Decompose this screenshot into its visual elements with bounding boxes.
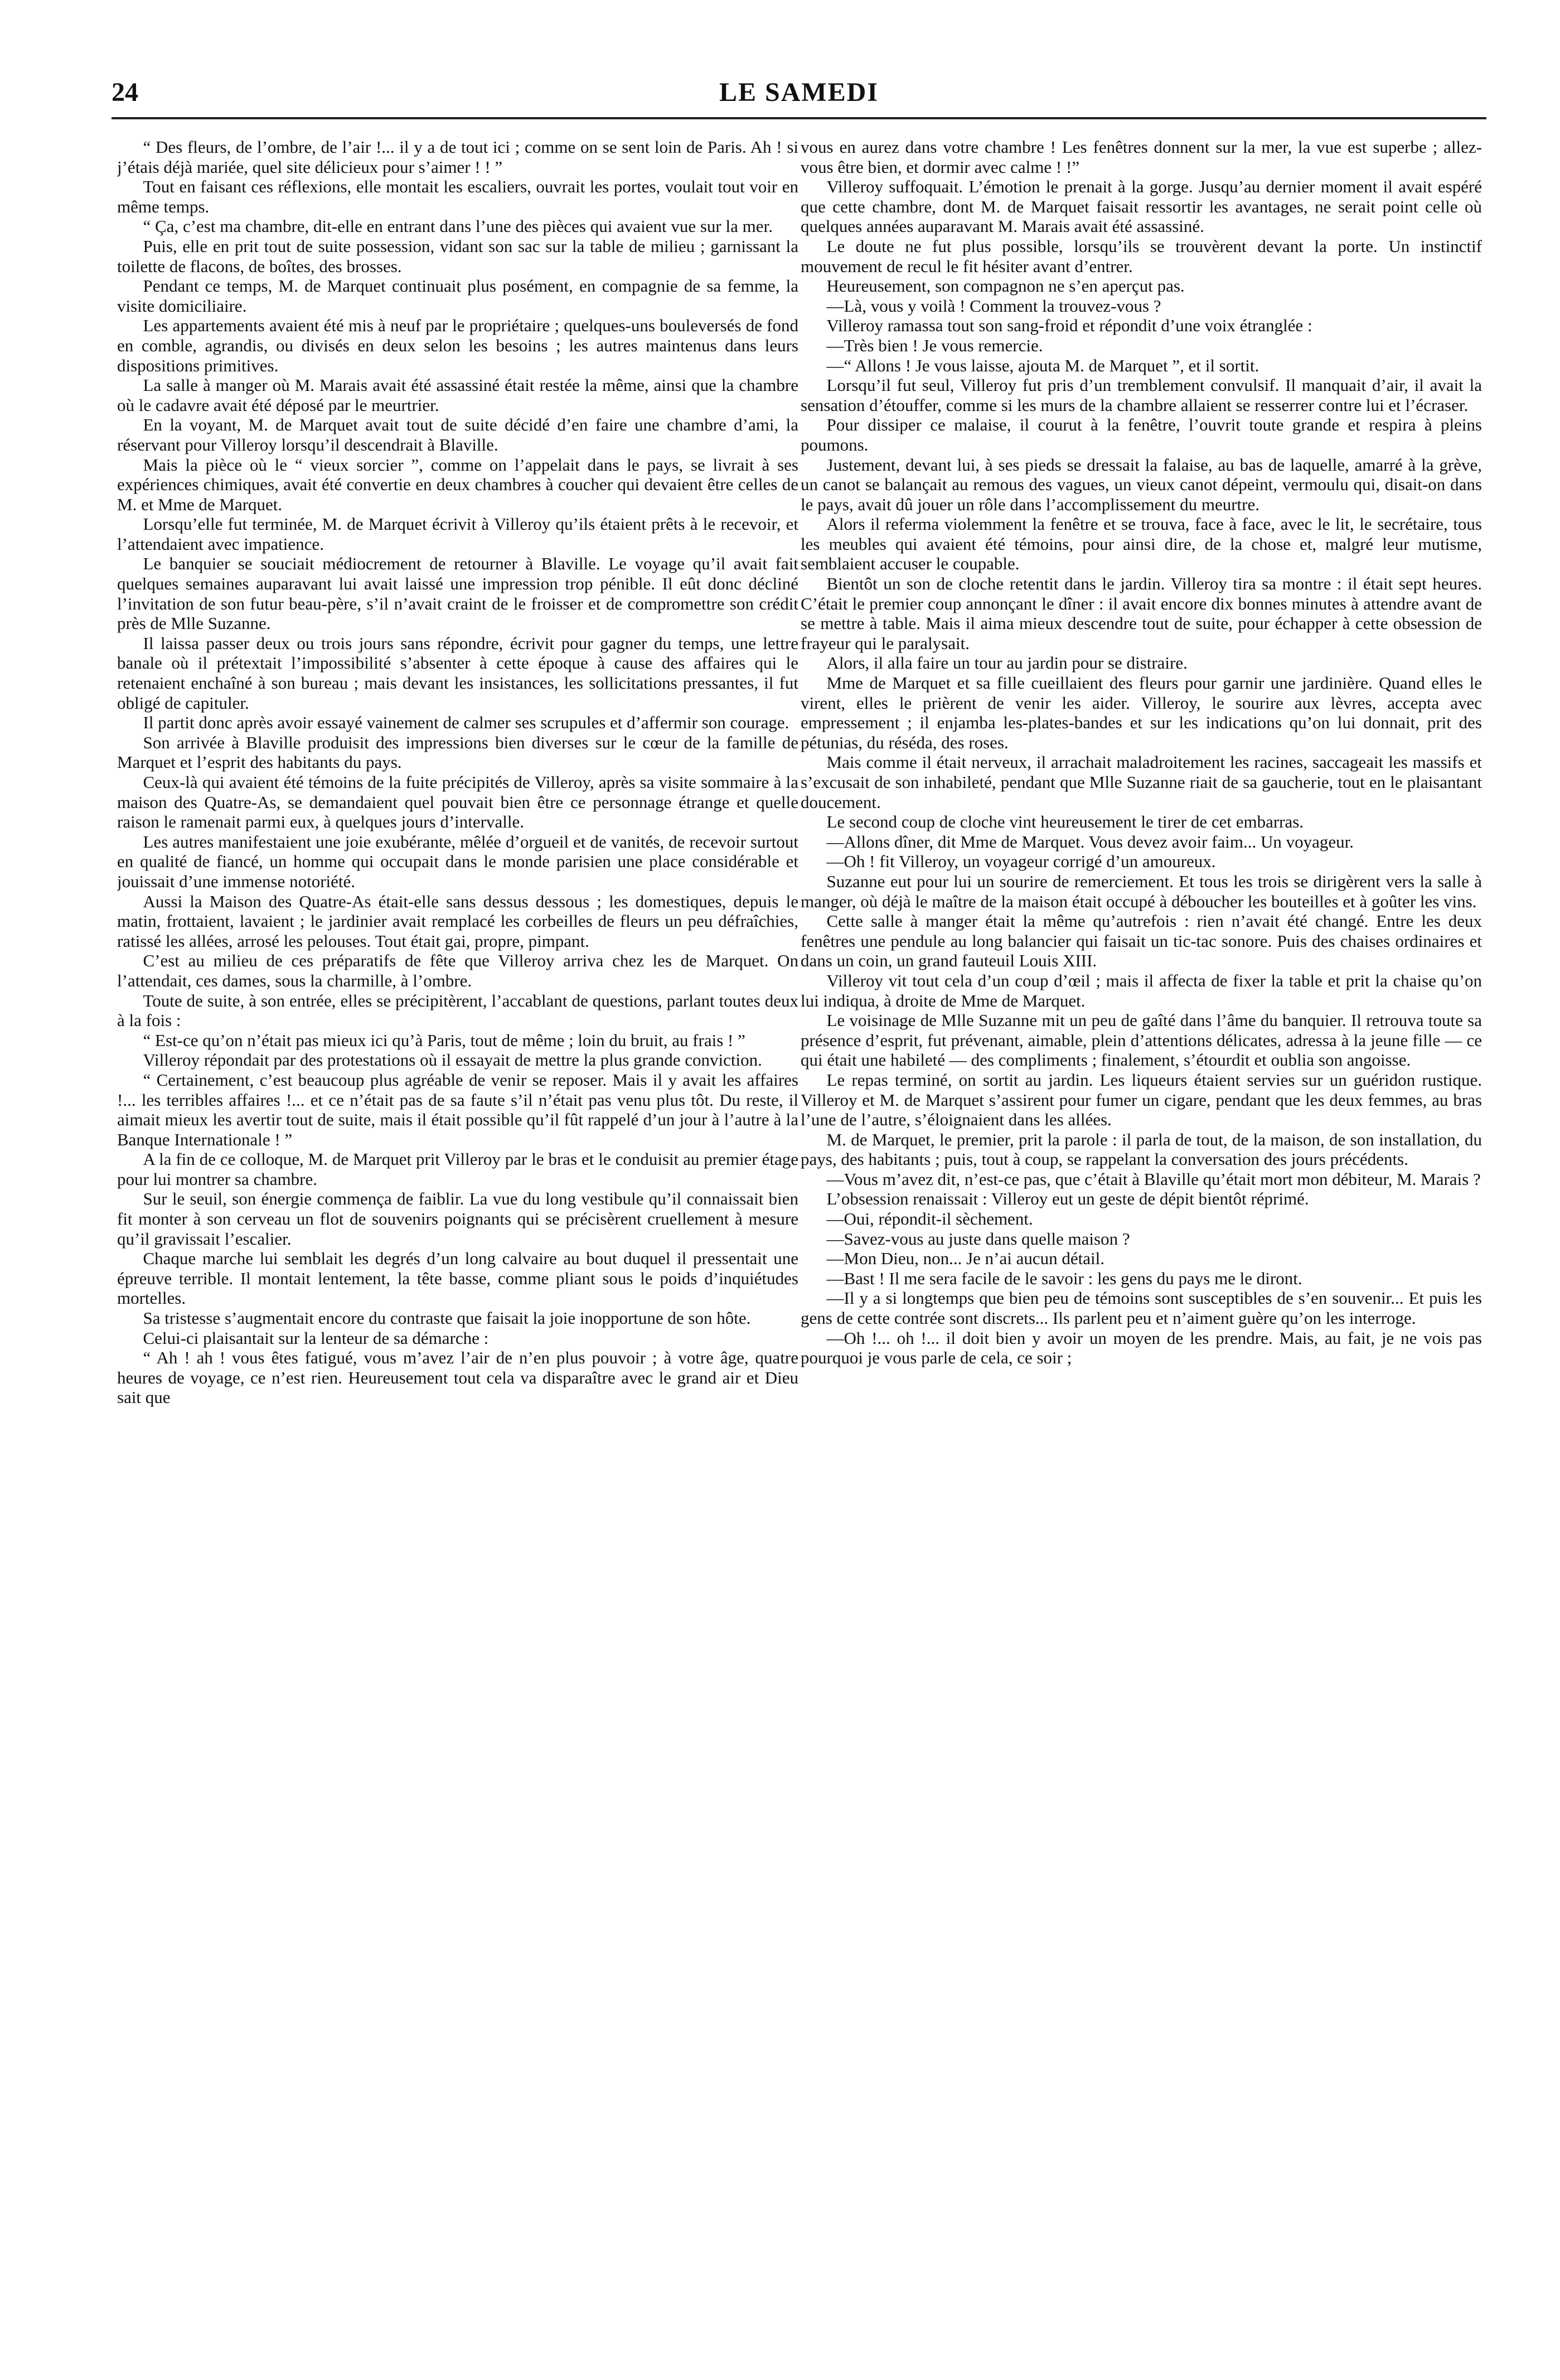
paragraph: “ Certainement, c’est beaucoup plus agréable de venir se reposer. Mais il y avait les affaires !... les terribles affaires !... et ce n’était pas de sa faute s’il n’était pas venu plus tôt. Du reste, il aimait mieux les avertir tout de suite, mais il était possible qu’il fût rappelé d’un jour à l’autre à la Banque Internationale ! ” (117, 1070, 798, 1149)
text-column-right (801, 137, 1482, 2345)
paragraph: Villeroy répondait par des protestations où il essayait de mettre la plus grande conviction. (143, 1050, 762, 1070)
paragraph: Il partit donc après avoir essayé vainement de calmer ses scrupules et d’affermir son courage. (143, 713, 789, 733)
paragraph: Son arrivée à Blaville produisit des impressions bien diverses sur le cœur de la famille de Marquet et l’esprit des habitants du pays. (117, 732, 798, 772)
page-number: 24 (112, 78, 138, 107)
paragraph: “ Ah ! ah ! vous êtes fatigué, vous m’avez l’air de n’en plus pouvoir ; à votre âge, quatre heures de voyage, ce n’est rien. Heureusement tout cela va disparaître avec le grand air et Dieu sait que (117, 1348, 798, 1407)
paragraph: Les autres manifestaient une joie exubérante, mêlée d’orgueil et de vanités, de recevoir surtout en qualité de fiancé, un homme qui occupait dans le monde parisien une place considérable et jouissait d’une immense notoriété. (117, 831, 798, 891)
paragraph: Pendant ce temps, M. de Marquet continuait plus posément, en compagnie de sa femme, la visite domiciliaire. (117, 276, 798, 316)
paragraph: Villeroy ramassa tout son sang-froid et répondit d’une voix étranglée : (826, 316, 1312, 336)
paragraph: —Vous m’avez dit, n’est-ce pas, que c’était à Blaville qu’était mort mon débiteur, M. Marais ? (826, 1169, 1481, 1189)
paragraph: —Il y a si longtemps que bien peu de témoins sont susceptibles de s’en souvenir... Et puis les gens de cette contrée sont discrets... Ils parlent peu et n’aiment guère qu’on les interroge. (801, 1288, 1482, 1328)
paragraph: Aussi la Maison des Quatre-As était-elle sans dessus dessous ; les domestiques, depuis le matin, frottaient, lavaient ; le jardinier avait remplacé les corbeilles de fleurs un peu défraîchies, ratissé les allées, arrosé les pelouses. Tout était gai, propre, pimpant. (117, 891, 798, 951)
paragraph: Alors, il alla faire un tour au jardin pour se distraire. (826, 653, 1188, 673)
paragraph: Mais comme il était nerveux, il arrachait maladroitement les racines, saccageait les massifs et s’excusait de son inhabileté, pendant que Mlle Suzanne riait de sa gaucherie, tout en le plaisantant doucement. (801, 752, 1482, 812)
paragraph: —Oui, répondit-il sèchement. (826, 1209, 1033, 1229)
paragraph: Le voisinage de Mlle Suzanne mit un peu de gaîté dans l’âme du banquier. Il retrouva toute sa présence d’esprit, fut prévenant, aimable, plein d’attentions délicates, adressa à la jeune fille — ce qui était une habileté — des compliments ; finalement, s’étourdit et oublia son angoisse. (801, 1010, 1482, 1070)
paragraph: Villeroy vit tout cela d’un coup d’œil ; mais il affecta de fixer la table et prit la chaise qu’on lui indiqua, à droite de Mme de Marquet. (801, 970, 1482, 1010)
paragraph: C’est au milieu de ces préparatifs de fête que Villeroy arriva chez les de Marquet. On l’attendait, ces dames, sous la charmille, à l’ombre. (117, 951, 798, 990)
paragraph: vous en aurez dans votre chambre ! Les fenêtres donnent sur la mer, la vue est superbe ; allez-vous être bien, et dormir avec calme ! !” (801, 137, 1482, 177)
paragraph: —Là, vous y voilà ! Comment la trouvez-vous ? (826, 296, 1161, 316)
paragraph: Ceux-là qui avaient été témoins de la fuite précipités de Villeroy, après sa visite sommaire à la maison des Quatre-As, se demandaient quel pouvait bien être ce personnage étrange et quelle raison le ramenait parmi eux, à quelques jours d’intervalle. (117, 772, 798, 832)
paragraph: “ Ça, c’est ma chambre, dit-elle en entrant dans l’une des pièces qui avaient vue sur la mer. (143, 216, 773, 236)
paragraph: Mme de Marquet et sa fille cueillaient des fleurs pour garnir une jardinière. Quand elles le virent, elles le prièrent de venir les aider. Villeroy, le sourire aux lèvres, accepta avec empressement ; il enjamba les-plates-bandes et sur les indications qu’on lui donnait, prit des pétunias, du réséda, des roses. (801, 673, 1482, 752)
paragraph: —Mon Dieu, non... Je n’ai aucun détail. (826, 1249, 1104, 1269)
paragraph: Lorsqu’il fut seul, Villeroy fut pris d’un tremblement convulsif. Il manquait d’air, il avait la sensation d’étouffer, comme si les murs de la chambre allaient se resserrer contre lui et l’écraser. (801, 375, 1482, 415)
paragraph: —Oh !... oh !... il doit bien y avoir un moyen de les prendre. Mais, au fait, je ne vois pas pourquoi je vous parle de cela, ce soir ; (801, 1328, 1482, 1368)
paragraph: Sa tristesse s’augmentait encore du contraste que faisait la joie inopportune de son hôte. (143, 1308, 751, 1328)
paragraph: Justement, devant lui, à ses pieds se dressait la falaise, au bas de laquelle, amarré à la grève, un canot se balançait au remous des vagues, un vieux canot dépeint, vermoulu qui, disait-on dans le pays, avait dû jouer un rôle dans l’accomplissement du meurtre. (801, 454, 1482, 514)
paragraph: Sur le seuil, son énergie commença de faiblir. La vue du long vestibule qu’il connaissait bien fit monter à son cerveau un flot de souvenirs poignants qui se précisèrent cruellement à mesure qu’il gravissait l’escalier. (117, 1189, 798, 1249)
paragraph: M. de Marquet, le premier, prit la parole : il parla de tout, de la maison, de son installation, du pays, des habitants ; puis, tout à coup, se rappelant la conversation des jours précédents. (801, 1129, 1482, 1169)
paragraph: Mais la pièce où le “ vieux sorcier ”, comme on l’appelait dans le pays, se livrait à ses expériences chimiques, avait été convertie en deux chambres à coucher qui devaient être celles de M. et Mme de Marquet. (117, 454, 798, 514)
paragraph: Les appartements avaient été mis à neuf par le propriétaire ; quelques-uns bouleversés de fond en comble, agrandis, ou divisés en deux selon les besoins ; les autres maintenus dans leurs dispositions primitives. (117, 316, 798, 375)
paragraph: La salle à manger où M. Marais avait été assassiné était restée la même, ainsi que la chambre où le cadavre avait été déposé par le meurtrier. (117, 375, 798, 415)
header-rule (112, 117, 1486, 119)
paragraph: Suzanne eut pour lui un sourire de remerciement. Et tous les trois se dirigèrent vers la salle à manger, où déjà le maître de la maison était occupé à déboucher les bouteilles et à goûter les vins. (801, 871, 1482, 911)
paragraph: Le banquier se souciait médiocrement de retourner à Blaville. Le voyage qu’il avait fait quelques semaines auparavant lui avait laissé une impression trop pénible. Il eût donc décliné l’invitation de son futur beau-père, s’il n’avait craint de le froisser et de compromettre son crédit près de Mlle Suzanne. (117, 554, 798, 633)
paragraph: Le second coup de cloche vint heureusement le tirer de cet embarras. (826, 812, 1304, 832)
paragraph: Villeroy suffoquait. L’émotion le prenait à la gorge. Jusqu’au dernier moment il avait espéré que cette chambre, dont M. de Marquet faisait ressortir les avantages, ne serait point celle où quelques années auparavant M. Marais avait été assassiné. (801, 177, 1482, 236)
page-header (112, 71, 1486, 116)
paragraph: Puis, elle en prit tout de suite possession, vidant son sac sur la table de milieu ; garnissant la toilette de flacons, de boîtes, des brosses. (117, 236, 798, 276)
journal-title: LE SAMEDI (719, 78, 879, 107)
paragraph: Celui-ci plaisantait sur la lenteur de sa démarche : (143, 1328, 489, 1348)
text-column-left (117, 137, 798, 2345)
paragraph: Le repas terminé, on sortit au jardin. Les liqueurs étaient servies sur un guéridon rustique. Villeroy et M. de Marquet s’assirent pour fumer un cigare, pendant que les deux femmes, au bras l’une de l’autre, s’éloignaient dans les allées. (801, 1070, 1482, 1130)
paragraph: Cette salle à manger était la même qu’autrefois : rien n’avait été changé. Entre les deux fenêtres une pendule au long balancier qui faisait un tic-tac sonore. Puis des chaises ordinaires et dans un coin, un grand fauteuil Louis XIII. (801, 911, 1482, 971)
paragraph: Il laissa passer deux ou trois jours sans répondre, écrivit pour gagner du temps, une lettre banale où il prétextait l’impossibilité s’absenter à cette époque à cause des affaires qui le retenaient enchaîné à son bureau ; mais devant les insistances, les sollicitations pressantes, il fut obligé de capituler. (117, 633, 798, 713)
paragraph: —Savez-vous au juste dans quelle maison ? (826, 1228, 1130, 1249)
paragraph: Pour dissiper ce malaise, il courut à la fenêtre, l’ouvrit toute grande et respira à pleins poumons. (801, 415, 1482, 454)
paragraph: Bientôt un son de cloche retentit dans le jardin. Villeroy tira sa montre : il était sept heures. C’était le premier coup annonçant le dîner : il avait encore dix bonnes minutes à attendre avant de se mettre à table. Mais il aima mieux descendre tout de suite, pour échapper à cette obsession de frayeur qui le paralysait. (801, 574, 1482, 653)
paragraph: Lorsqu’elle fut terminée, M. de Marquet écrivit à Villeroy qu’ils étaient prêts à le recevoir, et l’attendaient avec impatience. (117, 514, 798, 554)
paragraph: Tout en faisant ces réflexions, elle montait les escaliers, ouvrait les portes, voulait tout voir en même temps. (117, 177, 798, 216)
paragraph: Chaque marche lui semblait les degrés d’un long calvaire au bout duquel il pressentait une épreuve terrible. Il montait lentement, la tête basse, comme pliant sous le poids d’inquiétudes mortelles. (117, 1249, 798, 1308)
paragraph: —Bast ! Il me sera facile de le savoir : les gens du pays me le diront. (826, 1268, 1302, 1288)
paragraph: “ Est-ce qu’on n’était pas mieux ici qu’à Paris, tout de même ; loin du bruit, au frais ! ” (143, 1030, 745, 1050)
paragraph: Toute de suite, à son entrée, elles se précipitèrent, l’accablant de questions, parlant toutes deux à la fois : (117, 990, 798, 1031)
paragraph: En la voyant, M. de Marquet avait tout de suite décidé d’en faire une chambre d’ami, la réservant pour Villeroy lorsqu’il descendrait à Blaville. (117, 415, 798, 454)
paragraph: L’obsession renaissait : Villeroy eut un geste de dépit bientôt réprimé. (826, 1189, 1309, 1209)
paragraph: —Allons dîner, dit Mme de Marquet. Vous devez avoir faim... Un voyageur. (826, 831, 1354, 852)
paragraph: A la fin de ce colloque, M. de Marquet prit Villeroy par le bras et le conduisit au premier étage pour lui montrer sa chambre. (117, 1149, 798, 1189)
paragraph: —Oh ! fit Villeroy, un voyageur corrigé d’un amoureux. (826, 852, 1216, 872)
paragraph: Alors il referma violemment la fenêtre et se trouva, face à face, avec le lit, le secrétaire, tous les meubles qui avaient été témoins, pour ainsi dire, de la chose et, malgré leur mutisme, semblaient accuser le coupable. (801, 514, 1482, 574)
paragraph: —“ Allons ! Je vous laisse, ajouta M. de Marquet ”, et il sortit. (826, 355, 1259, 375)
paragraph: —Très bien ! Je vous remercie. (826, 335, 1043, 355)
paragraph: “ Des fleurs, de l’ombre, de l’air !... il y a de tout ici ; comme on se sent loin de Paris. Ah ! si j’étais déjà mariée, quel site délicieux pour s’aimer ! ! ” (117, 137, 798, 177)
paragraph: Le doute ne fut plus possible, lorsqu’ils se trouvèrent devant la porte. Un instinctif mouvement de recul le fit hésiter avant d’entrer. (801, 236, 1482, 276)
paragraph: Heureusement, son compagnon ne s’en aperçut pas. (826, 276, 1185, 296)
